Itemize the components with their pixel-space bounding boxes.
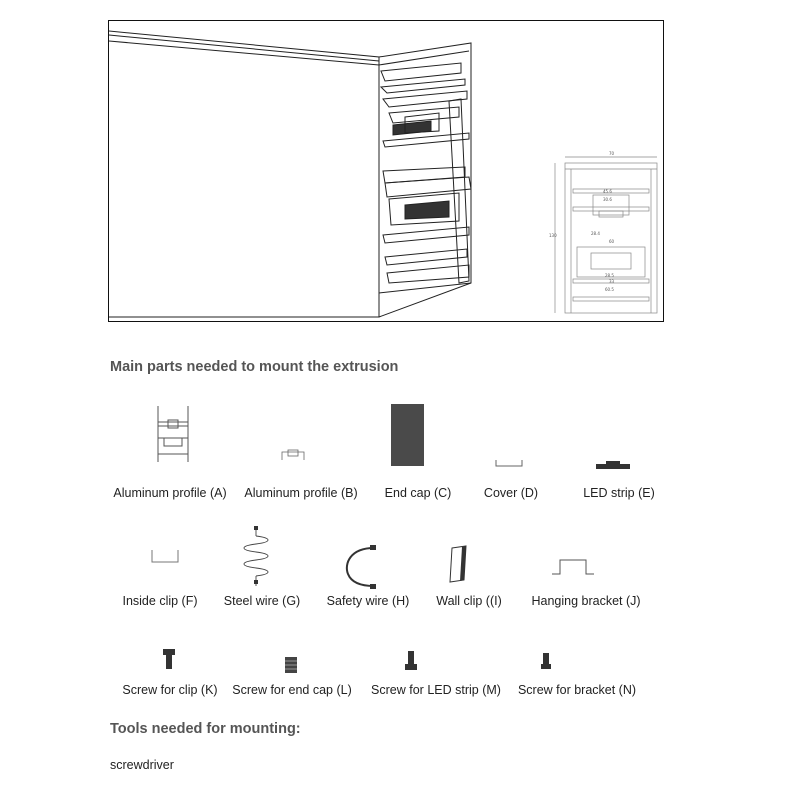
cover-icon [494, 458, 524, 468]
part-label-j: Hanging bracket (J) [531, 594, 641, 608]
tools-heading: Tools needed for mounting: [110, 721, 301, 737]
part-label-e: LED strip (E) [583, 486, 655, 500]
part-label-d: Cover (D) [483, 486, 539, 500]
wall-clip-icon [446, 544, 470, 584]
led-strip-icon [596, 460, 630, 470]
aluminum-profile-a-icon [150, 402, 196, 464]
dim-d6: 33 [609, 279, 615, 284]
screw-end-cap-icon [284, 656, 298, 674]
part-label-g: Steel wire (G) [223, 594, 301, 608]
part-label-c: End cap (C) [384, 486, 452, 500]
dim-d4: 60 [609, 239, 615, 244]
screw-led-strip-icon [404, 650, 418, 672]
part-label-f: Inside clip (F) [122, 594, 198, 608]
steel-wire-icon [236, 524, 276, 588]
dim-d2: 30.6 [603, 197, 612, 202]
inside-clip-icon [150, 548, 180, 564]
dim-height: 130 [549, 233, 557, 238]
part-label-i: Wall clip ((I) [436, 594, 502, 608]
main-parts-heading: Main parts needed to mount the extrusion [110, 359, 399, 375]
dim-width-top: 70 [609, 151, 615, 156]
safety-wire-icon [340, 544, 380, 590]
hanging-bracket-icon [550, 556, 596, 578]
end-cap-icon [391, 404, 424, 466]
extrusion-3d-drawing [109, 21, 662, 320]
screw-clip-icon [162, 648, 176, 670]
dim-d5: 28.5 [605, 273, 614, 278]
part-label-b: Aluminum profile (B) [244, 486, 358, 500]
screw-bracket-icon [540, 652, 552, 670]
dim-d7: 60.5 [605, 287, 614, 292]
tools-text: screwdriver [110, 758, 174, 772]
part-label-k: Screw for clip (K) [122, 683, 218, 697]
aluminum-profile-b-icon [280, 448, 306, 462]
dim-d1: 45.6 [603, 189, 612, 194]
dim-d3: 28.4 [591, 231, 600, 236]
part-label-m: Screw for LED strip (M) [371, 683, 501, 697]
part-label-l: Screw for end cap (L) [232, 683, 352, 697]
extrusion-drawing-frame [108, 20, 664, 322]
extrusion-side-face [109, 31, 379, 317]
part-label-a: Aluminum profile (A) [113, 486, 227, 500]
part-label-h: Safety wire (H) [326, 594, 410, 608]
part-label-n: Screw for bracket (N) [517, 683, 637, 697]
